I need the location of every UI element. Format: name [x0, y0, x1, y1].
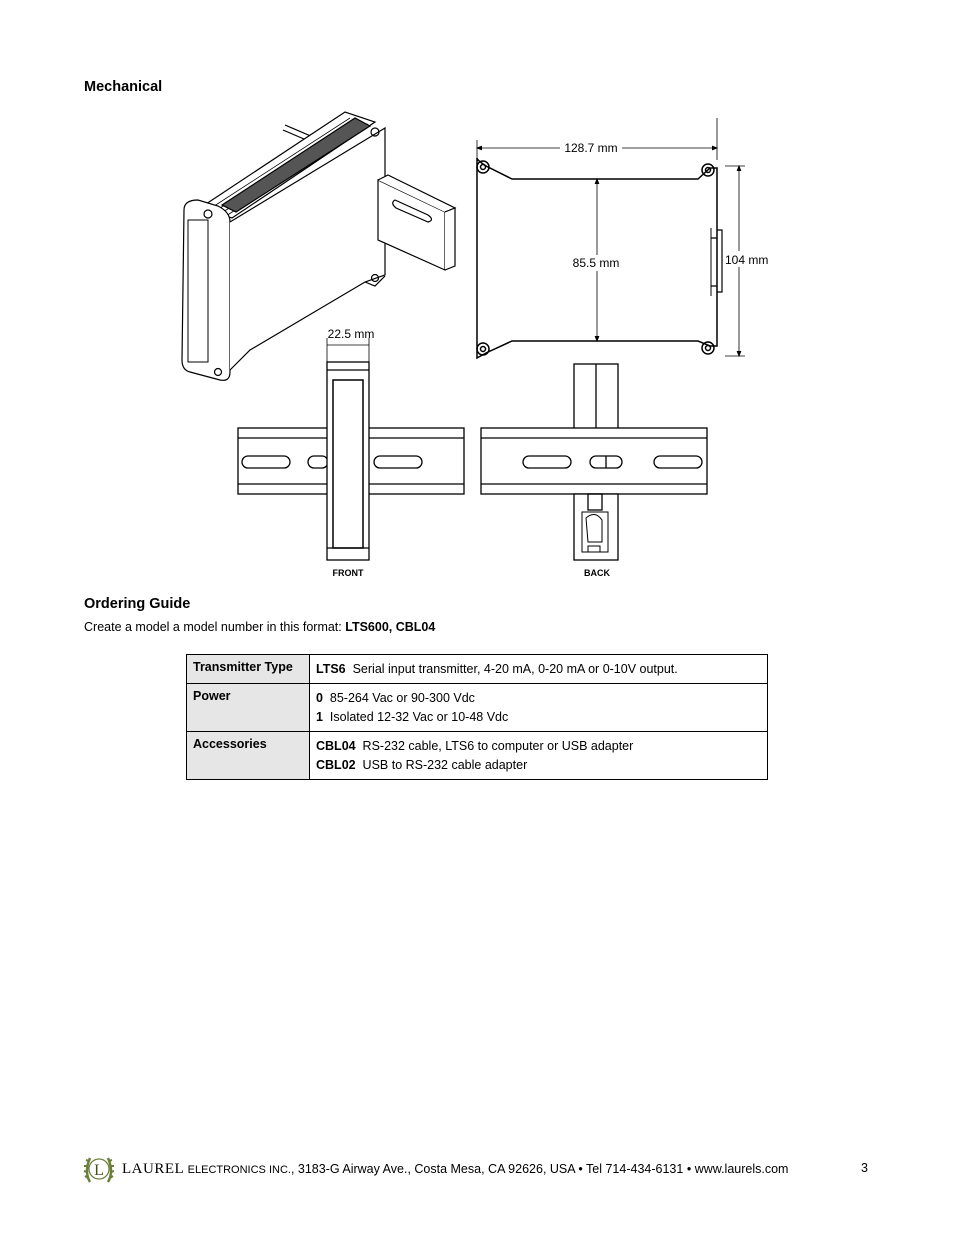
- option-text: Serial input transmitter, 4-20 mA, 0-20 mA or 0-10V output.: [352, 662, 678, 676]
- option-line: [316, 756, 761, 775]
- inner-height-dimension: 85.5 mm: [572, 256, 620, 270]
- page-footer: [82, 1152, 882, 1192]
- front-label: FRONT: [332, 568, 364, 578]
- page-number: 3: [861, 1161, 868, 1175]
- phone: Tel 714-434-6131: [586, 1162, 684, 1176]
- row-label: Transmitter Type: [187, 655, 310, 684]
- laurel-logo: [82, 1152, 116, 1188]
- option-line: [316, 737, 761, 756]
- intro-text: Create a model a model number in this format:: [84, 620, 346, 634]
- option-text: RS-232 cable, LTS6 to computer or USB adapter: [362, 739, 634, 753]
- outer-height-dimension: 104 mm: [725, 253, 769, 267]
- table-row: [187, 732, 768, 780]
- mechanical-heading: Mechanical: [84, 79, 163, 95]
- option-code: 1: [316, 710, 323, 724]
- intro-example: LTS600, CBL04: [345, 620, 436, 634]
- option-code: CBL04: [316, 739, 356, 753]
- option-line: [316, 708, 761, 727]
- front-view: [238, 362, 464, 560]
- width-dimension: 128.7 mm: [564, 141, 618, 155]
- thickness-dimension-lines: [327, 338, 369, 362]
- website-link[interactable]: www.laurels.com: [694, 1162, 789, 1176]
- option-code: LTS6: [316, 662, 346, 676]
- brand-electronics: ELECTRONICS INC.: [187, 1164, 291, 1176]
- table-row: [187, 655, 768, 684]
- brand-name: LAUREL: [122, 1161, 185, 1177]
- option-line: [316, 660, 761, 679]
- row-options: [310, 655, 768, 684]
- ordering-intro: [84, 620, 435, 634]
- address: , 3183-G Airway Ave., Costa Mesa, CA 92626, USA: [290, 1162, 575, 1176]
- mechanical-drawing: [170, 100, 810, 590]
- footer-address: [122, 1161, 788, 1178]
- option-text: USB to RS-232 cable adapter: [362, 758, 528, 772]
- thickness-dimension: 22.5 mm: [327, 327, 375, 341]
- row-options: [310, 732, 768, 780]
- isometric-view: [182, 112, 455, 380]
- back-view: [481, 364, 707, 560]
- bullet: •: [578, 1162, 583, 1176]
- ordering-table: [186, 654, 768, 780]
- row-label: Power: [187, 684, 310, 732]
- row-label: Accessories: [187, 732, 310, 780]
- option-line: [316, 689, 761, 708]
- row-options: [310, 684, 768, 732]
- option-code: 0: [316, 691, 323, 705]
- bullet: •: [686, 1162, 692, 1176]
- ordering-guide-heading: Ordering Guide: [84, 596, 191, 612]
- option-code: CBL02: [316, 758, 356, 772]
- back-label: BACK: [584, 568, 610, 578]
- logo-letter: L: [94, 1162, 104, 1179]
- option-text: 85-264 Vac or 90-300 Vdc: [329, 691, 475, 705]
- option-text: Isolated 12-32 Vac or 10-48 Vdc: [329, 710, 509, 724]
- table-row: [187, 684, 768, 732]
